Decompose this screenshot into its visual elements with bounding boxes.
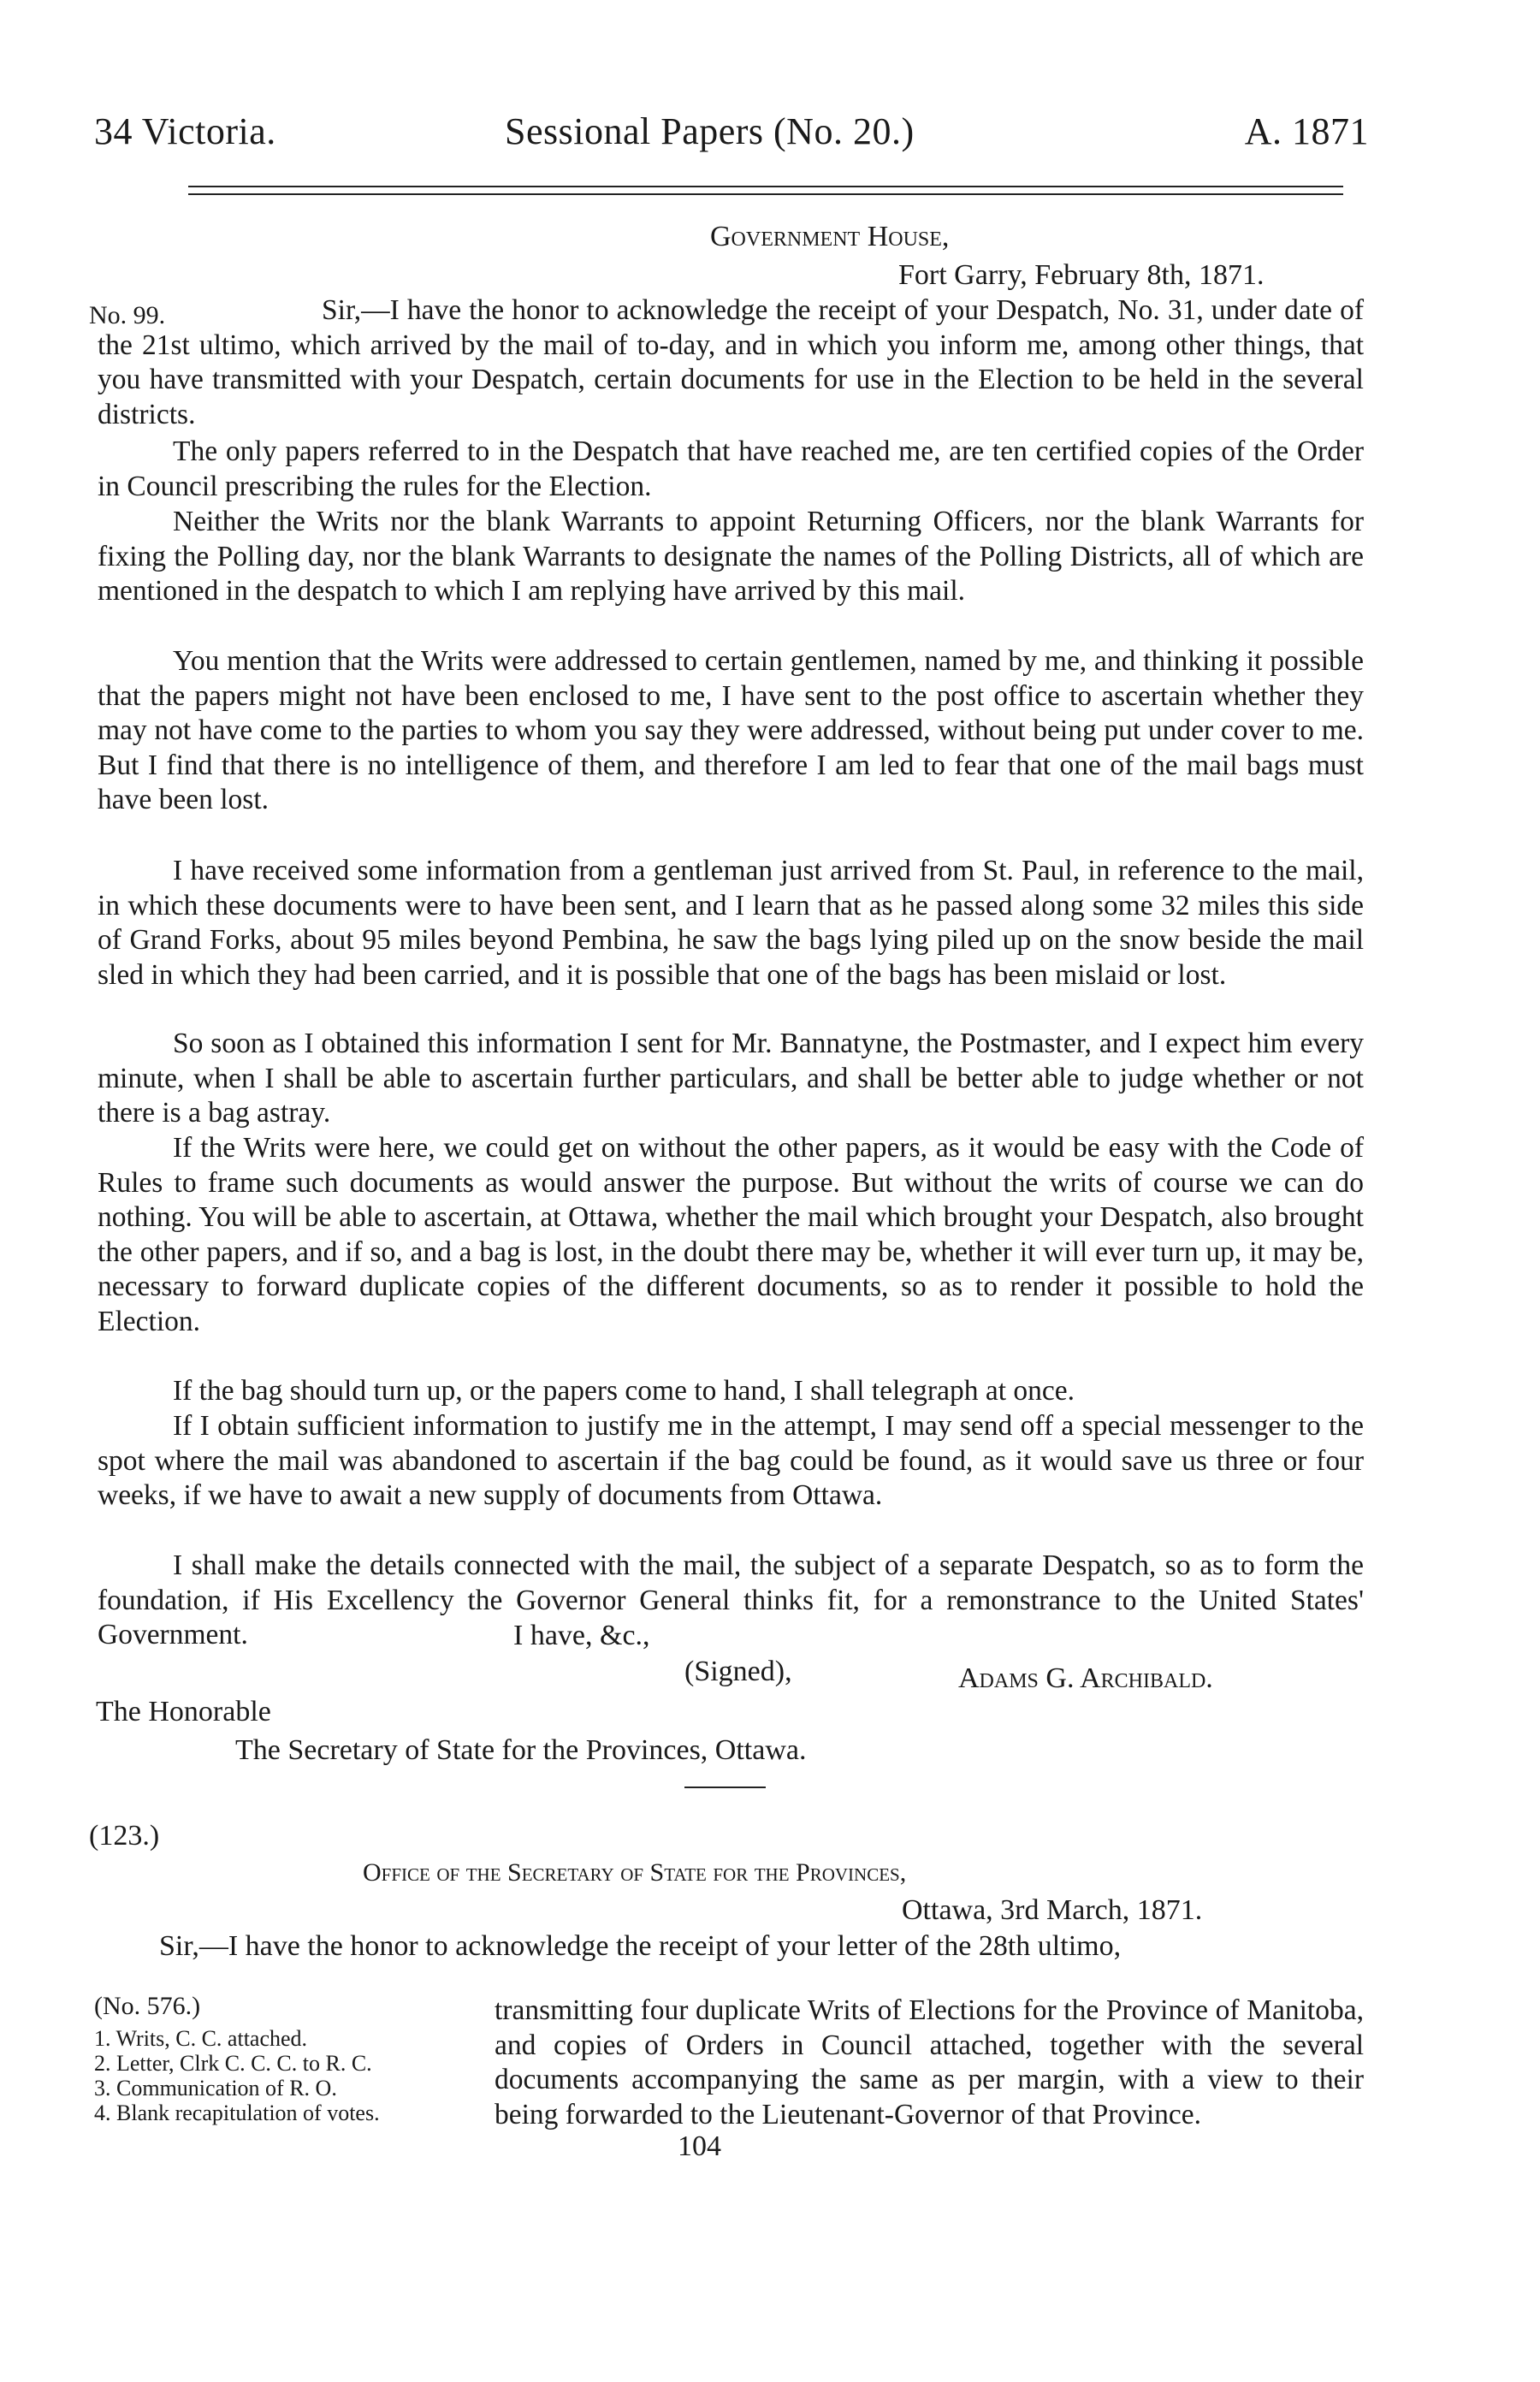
letter1-paragraph-7: If the Writs were here, we could get on without the other papers, as it would be easy with the Code of Rules to frame such documents as would answer the purpose. But without the writs of course we can do nothing. You will be able to ascertain, at Ottawa, whether the mail which brought your Despatch, also brought the other papers, and if so, and a bag is lost, in the doubt there may be, whether it will ever turn up, it may be, necessary to forward duplicate copies of the different documents, so as to render it possible to hold the Election. — [98, 1132, 1364, 1337]
section-divider — [684, 1786, 766, 1788]
letter1-signature: Adams G. Archibald. — [958, 1662, 1213, 1694]
letter1-closing: I have, &c., — [513, 1620, 650, 1651]
letter2-place-date: Ottawa, 3rd March, 1871. — [902, 1894, 1203, 1926]
letter1-addressee-line1: The Honorable — [96, 1696, 271, 1727]
page-number: 104 — [678, 2130, 721, 2162]
letter1-address-line2: Fort Garry, February 8th, 1871. — [898, 259, 1265, 291]
margin-item: 3. Communication of R. O. — [94, 2076, 337, 2101]
header-volume: 34 Victoria. — [94, 110, 276, 152]
letter1-paragraph-8: If the bag should turn up, or the papers come to hand, I shall telegraph at once. — [173, 1375, 1075, 1407]
letter1-paragraph-10: I shall make the details connected with the mail, the subject of a separate Despatch, so as to form the foundation, if His Excellency the Governor General thinks fit, for a remonstrance to the United States' Government. — [98, 1549, 1364, 1650]
letter1-paragraph-3: Neither the Writs nor the blank Warrants to appoint Returning Officers, nor the blank Warrants for fixing the Polling day, nor the blank Warrants to designate the names of the Polling Districts, all of which are mentioned in the despatch to which I am replying have arrived by this mail. — [98, 506, 1364, 607]
letter2-margin-number: (No. 576.) — [94, 1992, 201, 2020]
header-rule-top — [188, 186, 1343, 187]
letter1-address-line1: Government House, — [710, 221, 950, 252]
letter1-paragraph-2: The only papers referred to in the Despatch that have reached me, are ten certified copies of the Order in Council prescribing the rules for the Election. — [98, 436, 1364, 502]
letter1-addressee-line2: The Secretary of State for the Provinces, Ottawa. — [235, 1734, 807, 1766]
letter1-paragraph-9: If I obtain sufficient information to justify me in the attempt, I may send off a special messenger to the spot where the mail was abandoned to ascertain if the bag could be found, as it would save us three or four weeks, if we have to await a new supply of documents from Ottawa. — [98, 1410, 1364, 1511]
running-header — [94, 110, 1369, 161]
letter2-margin-list — [94, 2026, 488, 2125]
letter2-office: Office of the Secretary of State for the Provinces, — [363, 1858, 907, 1887]
letter2-body: transmitting four duplicate Writs of Elections for the Province of Manitoba, and copies of Orders in Council attached, together with the several documents accompanying the same as per margin, with a view to their being forwarded to the Lieutenant-Governor of that Province. — [495, 1994, 1364, 2130]
letter2-opening: Sir,—I have the honor to acknowledge the receipt of your letter of the 28th ultimo, — [159, 1930, 1122, 1962]
header-year: A. 1871 — [1244, 110, 1369, 152]
letter1-paragraph-6: So soon as I obtained this information I sent for Mr. Bannatyne, the Postmaster, and I expect him every minute, when I shall be able to ascertain further particulars, and shall be better able to judge whether or not there is a bag astray. — [98, 1028, 1364, 1129]
letter1-margin-number: No. 99. — [89, 301, 166, 329]
header-rule-bottom — [188, 193, 1343, 195]
margin-item: 4. Blank recapitulation of votes. — [94, 2101, 380, 2125]
letter2-number: (123.) — [89, 1820, 160, 1852]
letter1-paragraph-5: I have received some information from a gentleman just arrived from St. Paul, in reference to the mail, in which these documents were to have been sent, and I learn that as he passed along some 32 miles this side of Grand Forks, about 95 miles beyond Pembina, he saw the bags lying piled up on the snow beside the mail sled in which they had been carried, and it is possible that one of the bags has been mislaid or lost. — [98, 855, 1364, 991]
margin-item: 1. Writs, C. C. attached. — [94, 2026, 308, 2051]
header-title: Sessional Papers (No. 20.) — [505, 110, 915, 152]
letter1-paragraph-4: You mention that the Writs were addressed to certain gentlemen, named by me, and thinking it possible that the papers might not have been enclosed to me, I have sent to the post office to ascertain whether they may not have come to the parties to whom you say they were addressed, without being put under cover to me. But I find that there is no intelligence of them, and therefore I am led to fear that one of the mail bags must have been lost. — [98, 645, 1364, 815]
letter1-signed: (Signed), — [684, 1656, 792, 1687]
margin-item: 2. Letter, Clrk C. C. C. to R. C. — [94, 2051, 372, 2076]
letter1-paragraph-1: Sir,—I have the honor to acknowledge the receipt of your Despatch, No. 31, under date of the 21st ultimo, which arrived by the mail of to-day, and in which you inform me, among other things, that you have transmitted with your Despatch, certain documents for use in the Election to be held in the several districts. — [98, 294, 1364, 430]
